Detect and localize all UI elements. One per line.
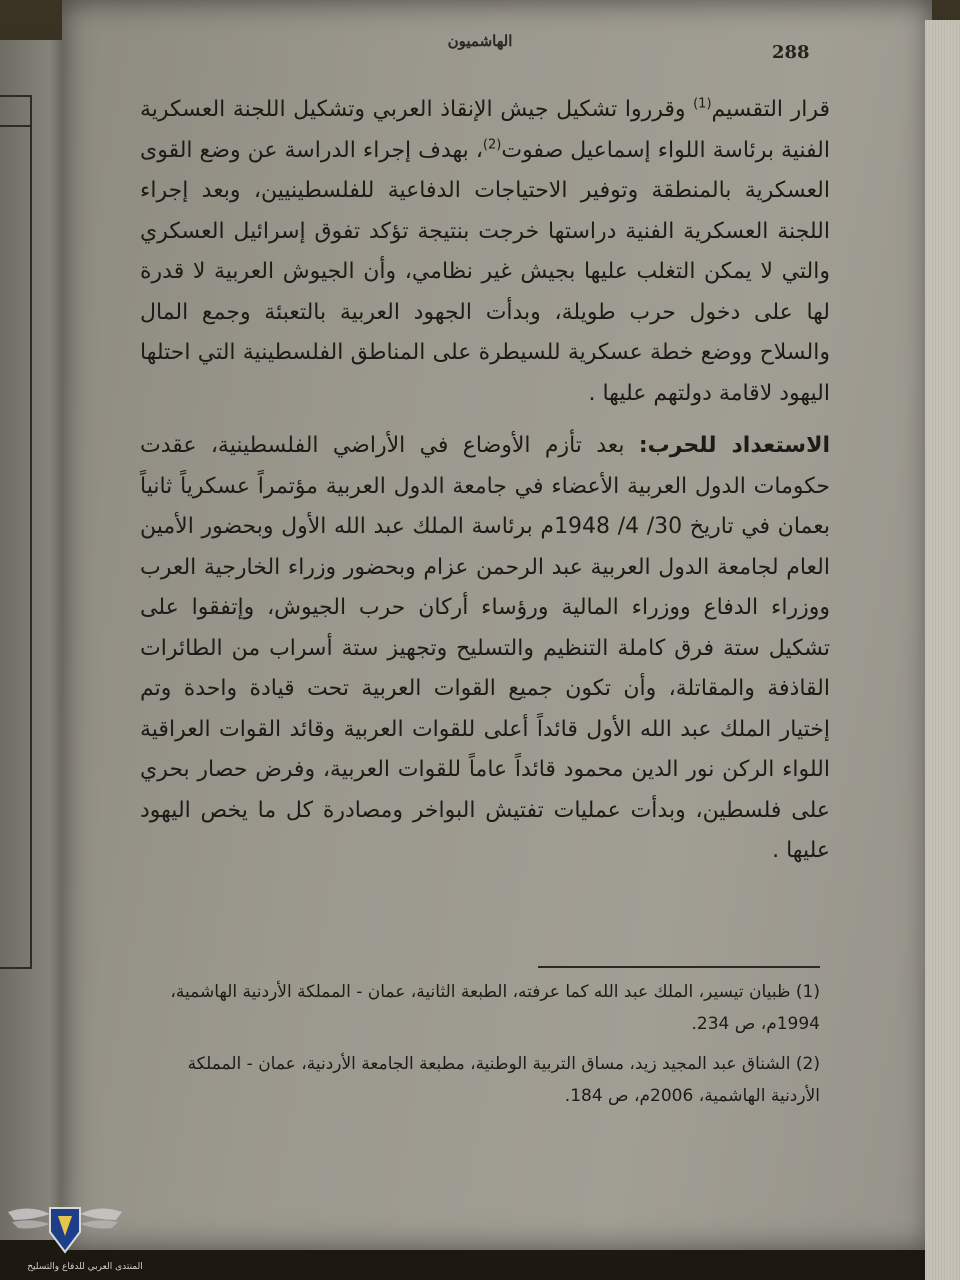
- page-number: 288: [772, 42, 810, 63]
- left-page-table-frame: [0, 95, 32, 969]
- running-head: الهاشميون: [447, 32, 513, 50]
- footnote-1: [140, 976, 820, 1040]
- footnote-ref-2: (2): [482, 137, 502, 153]
- paragraph-1-part-3: ، بهدف إجراء الدراسة عن وضع القوى العسكرية بالمنطقة وتوفير الاحتياجات الدفاعية للفلسطينيين، وبعد إجراء اللجنة العسكرية الفنية دراستها خرجت بنتيجة تؤكد تفوق إسرائيل العسكري والتي لا يمكن التغلب عليها بجيش غير نظامي، وأن الجيوش العربية لا قدرة لها على دخول حرب طويلة، وبدأت الجهود العربية بالتعبئة وجمع المال والسلاح ووضع خطة عسكرية للسيطرة على المناطق الفلسطينية التي احتلها اليهود لاقامة دولتهم عليها .: [140, 137, 830, 406]
- left-page-edge: [0, 40, 70, 1240]
- section-run-in-heading: الاستعداد للحرب:: [638, 433, 830, 458]
- watermark-text: المنتدى العربي للدفاع والتسليح: [27, 1262, 143, 1272]
- footnote-separator: [538, 966, 820, 968]
- footnote-ref-1: (1): [693, 96, 712, 112]
- left-page-table-rule: [0, 125, 30, 127]
- shield-wings-icon: [0, 1190, 130, 1270]
- paragraph-1-part-2: وقرروا تشكيل جيش الإنقاذ العربي وتشكيل اللجنة العسكرية الفنية برئاسة اللواء إسماعيل صفوت: [140, 97, 830, 163]
- body-text: [140, 90, 830, 872]
- footnote-2: [140, 1048, 820, 1112]
- footnote-2-text: الشناق عبد المجيد زيد، مساق التربية الوطنية، مطبعة الجامعة الأردنية، عمان - المملكة الأردنية الهاشمية، 2006م، ص 184.: [187, 1054, 820, 1106]
- paragraph-1: [140, 90, 830, 414]
- page-stack-edge: [925, 20, 960, 1280]
- footnote-1-text: ظبيان تيسير، الملك عبد الله كما عرفته، الطبعة الثانية، عمان - المملكة الأردنية الهاشمية، 1994م، ص 234.: [170, 982, 820, 1034]
- paragraph-1-part-1: قرار التقسيم: [711, 97, 831, 122]
- footnote-1-number: (1): [795, 982, 820, 1002]
- paragraph-2: [140, 426, 830, 872]
- footnote-2-number: (2): [795, 1054, 820, 1074]
- paragraph-2-text: بعد تأزم الأوضاع في الأراضي الفلسطينية، عقدت حكومات الدول العربية الأعضاء في جامعة الدول العربية مؤتمراً عسكرياً ثانياً بعمان في تاريخ 30/ 4/ 1948م برئاسة الملك عبد الله الأول وبحضور الأمين العام لجامعة الدول العربية عبد الرحمن عزام وبحضور وزراء الخارجية العرب ووزراء الدفاع ووزراء المالية ورؤساء أركان حرب الجيوش، وإتفقوا على تشكيل ستة فرق كاملة التنظيم والتسليح وتجهيز ستة أسراب من الطائرات القاذفة والمقاتلة، وأن تكون جميع القوات العربية تحت قيادة واحدة وتم إختيار الملك عبد الله الأول قائداً أعلى للقوات العربية وقائد القوات العراقية اللواء الركن نور الدين محمود قائداً عاماً للقوات العربية، وفرض حصار بحري على فلسطين، وبدأت عمليات تفتيش البواخر ومصادرة كل ما يخص اليهود عليها .: [140, 433, 830, 863]
- footnotes: [140, 976, 820, 1120]
